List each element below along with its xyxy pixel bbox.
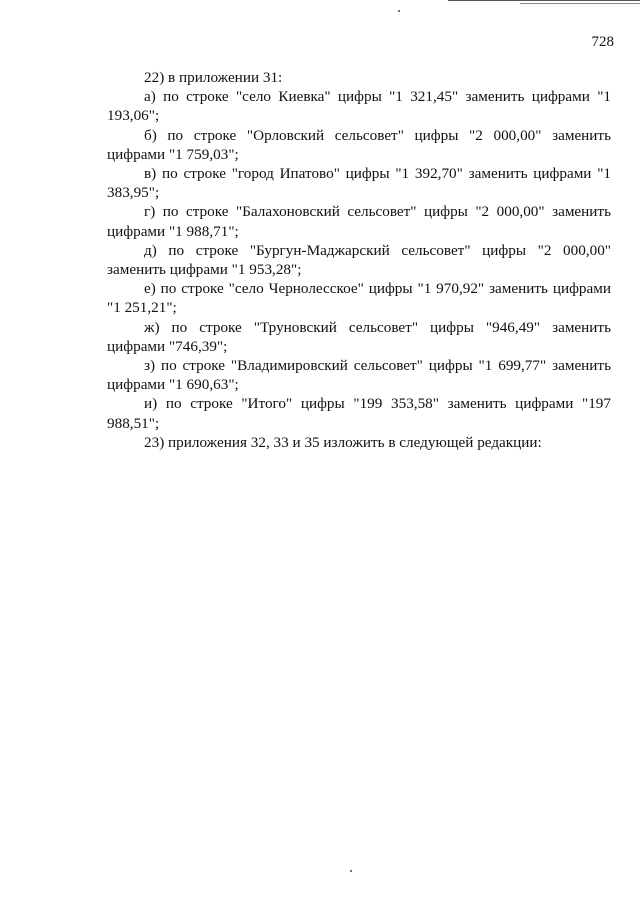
paragraph-item-a: а) по строке "село Киевка" цифры "1 321,45" заменить цифрами "1 193,06"; bbox=[107, 88, 611, 125]
top-border-line-secondary bbox=[520, 3, 640, 4]
paragraph-item-d: д) по строке "Бургун-Маджарский сельсовет" цифры "2 000,00" заменить цифрами "1 953,28"; bbox=[107, 241, 611, 279]
paragraph-item-23: 23) приложения 32, 33 и 35 изложить в следующей редакции: bbox=[144, 433, 542, 451]
paragraph-item-b: б) по строке "Орловский сельсовет" цифры "2 000,00" заменить цифрами "1 759,03"; bbox=[107, 126, 611, 163]
paragraph-item-zh: ж) по строке "Труновский сельсовет" цифры "946,49" заменить цифрами "746,39"; bbox=[107, 318, 611, 355]
page-number: 728 bbox=[591, 34, 614, 50]
paragraph-item-i: и) по строке "Итого" цифры "199 353,58" заменить цифрами "197 988,51"; bbox=[107, 395, 611, 432]
paragraph-item-z: з) по строке "Владимировский сельсовет" цифры "1 699,77" заменить цифрами "1 690,63"; bbox=[107, 357, 611, 394]
document-body bbox=[107, 68, 611, 452]
paragraph-item-v: в) по строке "город Ипатово" цифры "1 392,70" заменить цифрами "1 383,95"; bbox=[107, 165, 611, 202]
scan-speck bbox=[398, 10, 400, 12]
scan-speck bbox=[350, 870, 352, 872]
paragraph-item-22: 22) в приложении 31: bbox=[144, 69, 283, 86]
paragraph-item-e: е) по строке "село Чернолесское" цифры "1 970,92" заменить цифрами "1 251,21"; bbox=[107, 280, 611, 317]
paragraph-item-g: г) по строке "Балахоновский сельсовет" цифры "2 000,00" заменить цифрами "1 988,71"; bbox=[107, 203, 611, 240]
top-border-line bbox=[448, 0, 640, 1]
